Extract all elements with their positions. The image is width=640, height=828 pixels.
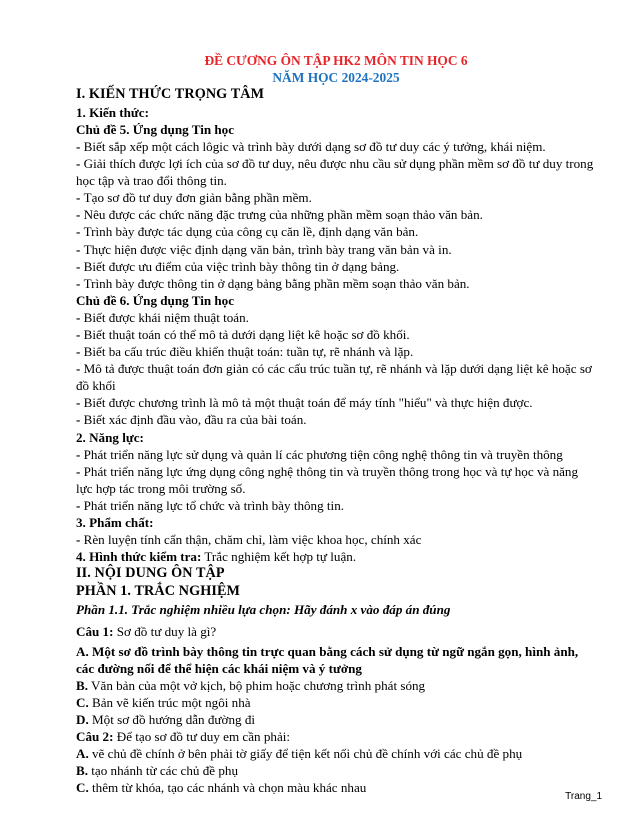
- list-item: - Giải thích được lợi ích của sơ đồ tư duy, nêu được nhu cầu sử dụng phần mềm sơ đồ tư duy trong học tập và trao đổi thông tin.: [76, 156, 594, 189]
- list-item: - Phát triển năng lực tổ chức và trình bày thông tin.: [76, 497, 345, 513]
- question-1-option-b: B. Văn bản của một vở kịch, bộ phim hoặc chương trình phát sóng: [76, 677, 426, 693]
- list-item: - Biết được khái niệm thuật toán.: [76, 309, 249, 325]
- page-number: Trang_1: [565, 791, 602, 802]
- test-form: 4. Hình thức kiểm tra: Trắc nghiệm kết hợp tự luận.: [76, 549, 357, 565]
- list-item: - Nêu được các chức năng đặc trưng của những phần mềm soạn thảo văn bản.: [76, 207, 483, 223]
- quality-heading: 3. Phẩm chất:: [76, 515, 154, 531]
- topic5-list: [76, 138, 596, 292]
- list-item: - Trình bày được tác dụng của công cụ căn lề, định dạng văn bản.: [76, 224, 419, 240]
- list-item: - Phát triển năng lực ứng dụng công nghệ thông tin và truyền thông trong học và tự học và năng lực hợp tác trong môi trường số.: [76, 463, 579, 496]
- question-1-option-a: A. Một sơ đồ trình bày thông tin trực quan bằng cách sử dụng từ ngữ ngắn gọn, hình ảnh, các đường nối để thể hiện các khái niệm và ý tưởng: [76, 643, 579, 676]
- question-1: Câu 1: Sơ đồ tư duy là gì?: [76, 623, 217, 639]
- question-2-option-a: A. vẽ chủ đề chính ở bên phải tờ giấy để tiện kết nối chủ đề chính với các chủ đề phụ: [76, 746, 523, 762]
- question-1-option-c: C. Bản vẽ kiến trúc một ngôi nhà: [76, 694, 251, 710]
- list-item: - Biết được chương trình là mô tả một thuật toán để máy tính "hiểu" và thực hiện được.: [76, 395, 533, 411]
- school-year: NĂM HỌC 2024-2025: [272, 70, 400, 86]
- list-item: - Phát triển năng lực sử dụng và quản lí các phương tiện công nghệ thông tin và truyền thông: [76, 446, 563, 462]
- document-page: [76, 49, 596, 797]
- list-item: - Biết sắp xếp một cách lôgic và trình bày dưới dạng sơ đồ tư duy các ý tưởng, khái niệm.: [76, 138, 546, 154]
- question-2: Câu 2: Để tạo sơ đồ tư duy em cần phải:: [76, 729, 291, 745]
- list-item: - Biết thuật toán có thể mô tả dưới dạng liệt kê hoặc sơ đồ khối.: [76, 327, 410, 342]
- list-item: - Rèn luyện tính cẩn thận, chăm chỉ, làm việc khoa học, chính xác: [76, 532, 422, 548]
- question-2-option-c: C. thêm từ khóa, tạo các nhánh và chọn màu khác nhau: [76, 780, 367, 796]
- question-2-option-b: B. tạo nhánh từ các chủ đề phụ: [76, 763, 238, 779]
- competence-list: [76, 446, 596, 514]
- topic6-list: [76, 309, 596, 429]
- knowledge-heading: 1. Kiến thức:: [76, 104, 149, 120]
- topic6-heading: Chủ đề 6. Ứng dụng Tin học: [76, 292, 235, 308]
- question-1-option-d: D. Một sơ đồ hướng dẫn đường đi: [76, 712, 256, 728]
- topic5-heading: Chủ đề 5. Ứng dụng Tin học: [76, 121, 235, 137]
- list-item: - Biết ba cấu trúc điều khiển thuật toán: tuần tự, rẽ nhánh và lặp.: [76, 344, 414, 360]
- list-item: - Biết được ưu điểm của việc trình bày thông tin ở dạng bảng.: [76, 258, 400, 274]
- list-item: - Biết xác định đầu vào, đầu ra của bài toán.: [76, 412, 307, 428]
- list-item: - Tạo sơ đồ tư duy đơn giản bằng phần mềm.: [76, 190, 312, 206]
- part11-heading: Phần 1.1. Trắc nghiệm nhiều lựa chọn: Hãy đánh x vào đáp án đúng: [76, 601, 451, 617]
- section-heading-2: II. NỘI DUNG ÔN TẬP: [76, 565, 225, 582]
- list-item: - Mô tả được thuật toán đơn giản có các cấu trúc tuần tự, rẽ nhánh và lặp dưới dạng liệt kê hoặc sơ đồ khối: [76, 361, 592, 394]
- part1-heading: PHẦN 1. TRẮC NGHIỆM: [76, 582, 241, 599]
- list-item: - Thực hiện được việc định dạng văn bản, trình bày trang văn bản và in.: [76, 241, 452, 257]
- competence-heading: 2. Năng lực:: [76, 429, 144, 445]
- section-heading-1: I. KIẾN THỨC TRỌNG TÂM: [76, 86, 265, 103]
- list-item: - Trình bày được thông tin ở dạng bảng bằng phần mềm soạn thảo văn bản.: [76, 275, 470, 291]
- document-title: ĐỀ CƯƠNG ÔN TẬP HK2 MÔN TIN HỌC 6: [204, 53, 468, 68]
